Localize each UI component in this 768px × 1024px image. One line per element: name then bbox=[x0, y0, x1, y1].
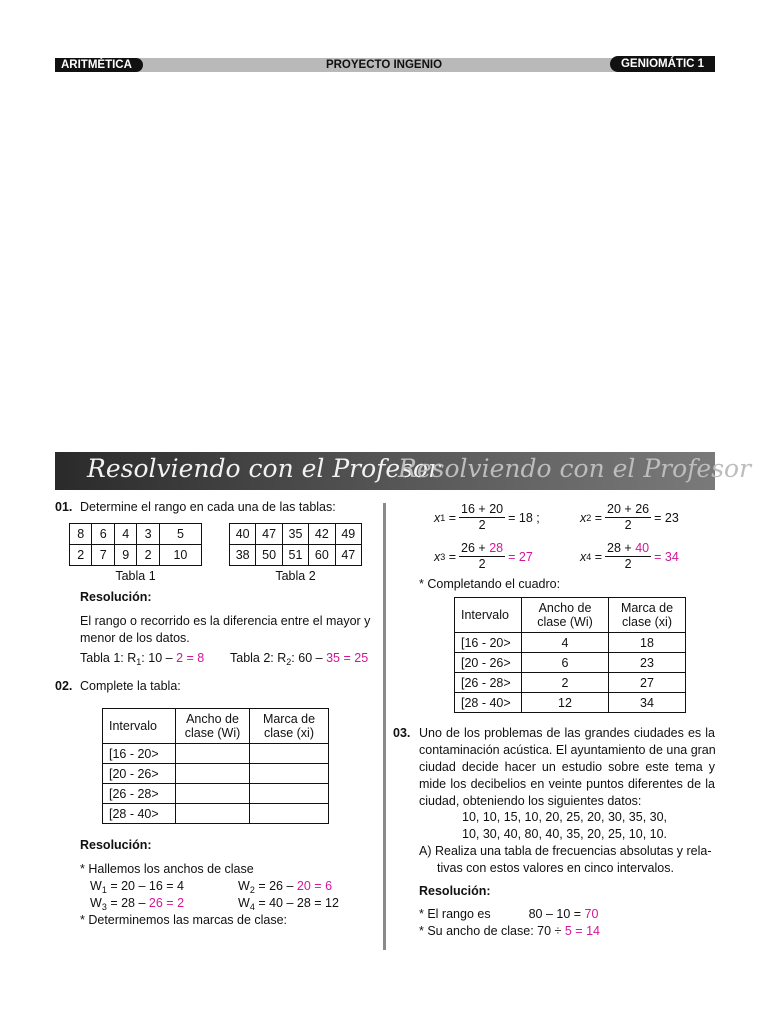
interval-cell: [28 - 40> bbox=[103, 804, 176, 824]
banner-title: Resolviendo con el Profesor bbox=[87, 454, 441, 483]
grid-cell: 47 bbox=[335, 545, 361, 566]
grid-cell: 9 bbox=[114, 545, 136, 566]
problem-statement bbox=[419, 725, 715, 810]
grid-cell: 5 bbox=[159, 524, 201, 545]
problem-number: 01. bbox=[55, 500, 73, 514]
header-subject: ARITMÉTICA bbox=[55, 58, 143, 72]
resolution-text: menor de los datos. bbox=[80, 631, 190, 645]
value-cell: 27 bbox=[609, 673, 686, 693]
class-width-4: $W_4 = 40 - 28 = 12$ bbox=[238, 896, 339, 912]
grid-cell: 4 bbox=[114, 524, 136, 545]
value-cell: 23 bbox=[609, 653, 686, 673]
frequency-table-empty bbox=[102, 708, 329, 824]
class-mark-2: x 2 = $\frac{20 + 26}{2}$ = 23 bbox=[580, 502, 679, 532]
range-result-1: Tabla 1: $R_1$: 10 – 2 = 8 bbox=[80, 651, 205, 667]
value-cell: 2 bbox=[522, 673, 609, 693]
table-row bbox=[455, 653, 686, 673]
value-cell: 12 bbox=[522, 693, 609, 713]
grid-cell: 3 bbox=[137, 524, 159, 545]
table-caption: Tabla 1 bbox=[115, 569, 156, 583]
grid-cell: 60 bbox=[309, 545, 335, 566]
value-cell: 6 bbox=[522, 653, 609, 673]
interval-cell: [20 - 26> bbox=[455, 653, 522, 673]
statement-line: mide los decibelios en veinte puntos diferentes de la bbox=[419, 777, 715, 791]
data-values: 10, 10, 15, 10, 20, 25, 20, 30, 35, 30, bbox=[462, 810, 668, 824]
section-banner bbox=[55, 452, 752, 490]
grid-cell: 40 bbox=[230, 524, 256, 545]
interval-cell: [16 - 20> bbox=[455, 633, 522, 653]
statement-line: Uno de los problemas de las grandes ciudades es la bbox=[419, 726, 715, 740]
column-divider bbox=[383, 503, 386, 950]
grid-cell: 2 bbox=[70, 545, 92, 566]
header-cell: Ancho de clase (Wi) bbox=[176, 709, 250, 744]
data-values: 10, 30, 40, 80, 40, 35, 20, 25, 10, 10. bbox=[462, 827, 668, 841]
grid-cell: 47 bbox=[256, 524, 282, 545]
grid-cell: 10 bbox=[159, 545, 201, 566]
header-series: GENIOMÁTIC 1 bbox=[610, 56, 715, 72]
interval-cell: [28 - 40> bbox=[455, 693, 522, 713]
table-row bbox=[455, 633, 686, 653]
problem-number: 03. bbox=[393, 726, 411, 740]
problem-number: 02. bbox=[55, 679, 73, 693]
grid-cell: 35 bbox=[282, 524, 308, 545]
class-mark-4: x 4 = $\frac{28 + 40}{2}$ = 34 bbox=[580, 541, 679, 571]
frequency-table-filled bbox=[454, 597, 686, 713]
problem-question: Complete la tabla: bbox=[80, 679, 181, 693]
statement-line: ciudad decide hacer un estudio sobre este tema y bbox=[419, 760, 715, 774]
class-width-2: $W_2 = 26 - 20 = 6$ bbox=[238, 879, 333, 895]
grid-cell: 2 bbox=[137, 545, 159, 566]
grid-cell: 38 bbox=[230, 545, 256, 566]
grid-cell: 51 bbox=[282, 545, 308, 566]
problem-question: Determine el rango en cada una de las tablas: bbox=[80, 500, 336, 514]
grid-cell: 6 bbox=[92, 524, 114, 545]
interval-cell: [16 - 20> bbox=[103, 744, 176, 764]
grid-cell: 42 bbox=[309, 524, 335, 545]
value-cell: 4 bbox=[522, 633, 609, 653]
table-caption: Tabla 2 bbox=[275, 569, 316, 583]
statement-line: ciudad, obteniendo los siguientes datos: bbox=[419, 794, 642, 808]
class-width-1: $W_1 = 20 - 16 = 4$ bbox=[90, 879, 184, 895]
resolution-text: * Completando el cuadro: bbox=[419, 577, 561, 591]
sub-question: tivas con estos valores en cinco intervalos. bbox=[437, 861, 674, 875]
statement-line: contaminación acústica. El ayuntamiento de una gran bbox=[419, 743, 716, 757]
header-cell: Intervalo bbox=[455, 598, 522, 633]
data-table-2 bbox=[229, 523, 362, 566]
table-row bbox=[455, 693, 686, 713]
value-cell: 18 bbox=[609, 633, 686, 653]
resolution-text: El rango o recorrido es la diferencia entre el mayor y bbox=[80, 614, 371, 628]
interval-cell: [26 - 28> bbox=[103, 784, 176, 804]
resolution-text: * Determinemos las marcas de clase: bbox=[80, 913, 288, 927]
grid-cell: 7 bbox=[92, 545, 114, 566]
resolution-label: Resolución: bbox=[419, 884, 491, 898]
interval-cell: [20 - 26> bbox=[103, 764, 176, 784]
class-mark-1: x 1 = $\frac{16 + 20}{2}$ = 18 ; bbox=[434, 502, 540, 532]
class-width-line: * Su ancho de clase: 70 ÷ 5 = 14 bbox=[419, 924, 600, 938]
class-width-3: $W_3 = 28 - 26 = 2$ bbox=[90, 896, 185, 912]
resolution-label: Resolución: bbox=[80, 838, 152, 852]
data-table-1 bbox=[69, 523, 202, 566]
header-cell: Intervalo bbox=[103, 709, 176, 744]
range-result-2: Tabla 2: $R_2$: 60 – 35 = 25 bbox=[230, 651, 369, 667]
grid-cell: 8 bbox=[70, 524, 92, 545]
grid-cell: 50 bbox=[256, 545, 282, 566]
table-row bbox=[455, 673, 686, 693]
resolution-label: Resolución: bbox=[80, 590, 152, 604]
grid-cell: 49 bbox=[335, 524, 361, 545]
sub-question: A) Realiza una tabla de frecuencias absolutas y rela- bbox=[419, 844, 712, 858]
header-cell: Marca de clase (xi) bbox=[609, 598, 686, 633]
header-cell: Marca de clase (xi) bbox=[250, 709, 329, 744]
header-cell: Ancho de clase (Wi) bbox=[522, 598, 609, 633]
value-cell: 34 bbox=[609, 693, 686, 713]
range-line: * El rango es 80 – 10 = 70 bbox=[419, 907, 599, 921]
header-title: PROYECTO INGENIO bbox=[325, 59, 443, 71]
banner-title-echo: Resolviendo con el Profesor bbox=[398, 454, 752, 483]
interval-cell: [26 - 28> bbox=[455, 673, 522, 693]
class-mark-3: x 3 = $\frac{26 + 28}{2}$ = 27 bbox=[434, 541, 533, 571]
resolution-text: * Hallemos los anchos de clase bbox=[80, 862, 254, 876]
